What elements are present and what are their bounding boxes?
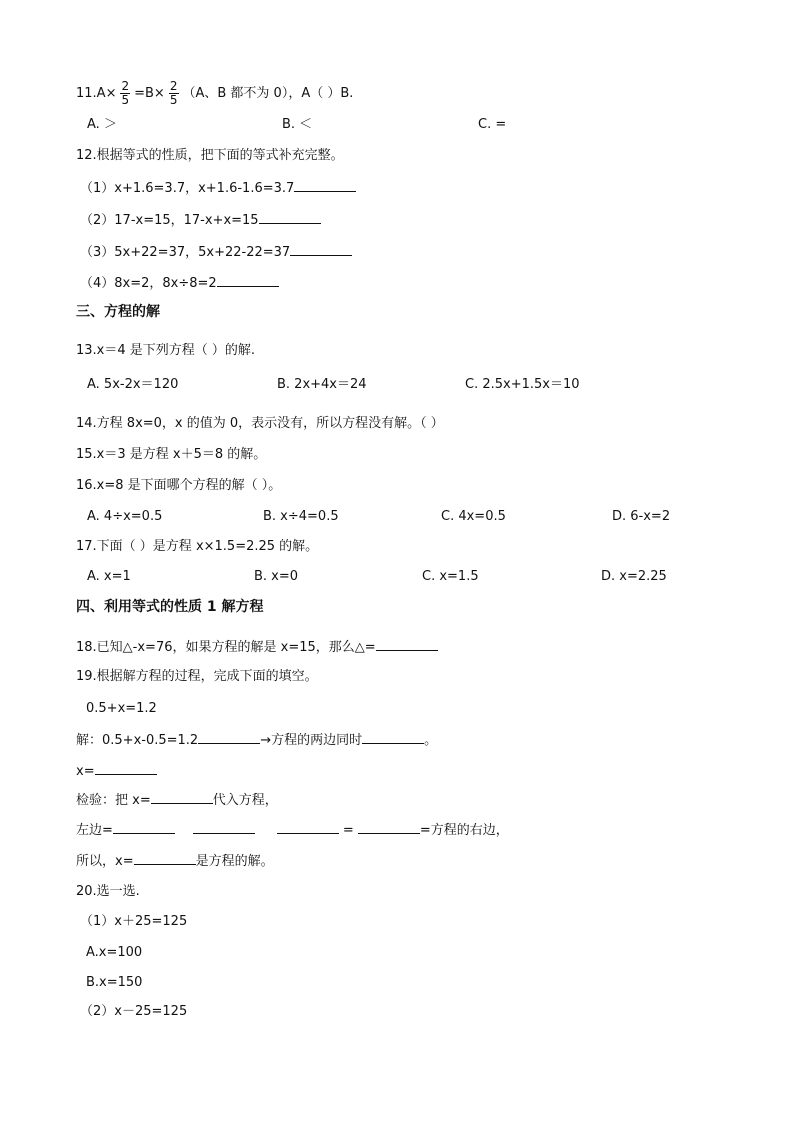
answer-blank[interactable]	[259, 210, 321, 224]
answer-blank[interactable]	[95, 761, 157, 775]
answer-blank[interactable]	[376, 637, 438, 651]
q11-option-b[interactable]: B. ＜	[282, 117, 313, 132]
q19-step-1: 解：0.5+x-0.5=1.2 →方程的两边同时 。	[76, 730, 437, 750]
q16-option-a[interactable]: A. 4÷x=0.5	[87, 509, 163, 524]
question-14-stem: 14.方程 8x=0，x 的值为 0，表示没有，所以方程没有解。（ ）	[76, 416, 444, 431]
q13-option-b[interactable]: B. 2x+4x＝24	[277, 377, 367, 392]
q20-sub-1: （1）x＋25=125	[80, 914, 188, 929]
q19-check: 检验：把 x= 代入方程，	[76, 790, 278, 810]
q20-option-b[interactable]: B.x=150	[86, 975, 143, 990]
question-15-stem: 15.x＝3 是方程 x＋5＝8 的解。	[76, 447, 267, 462]
q19-equation: 0.5+x=1.2	[86, 701, 157, 716]
question-16-stem: 16.x=8 是下面哪个方程的解（ ）。	[76, 478, 282, 493]
answer-blank[interactable]	[217, 273, 279, 287]
answer-blank[interactable]	[113, 820, 175, 834]
q17-option-d[interactable]: D. x=2.25	[601, 569, 667, 584]
q11-option-a[interactable]: A. ＞	[87, 117, 117, 132]
fraction-two-fifths-1: $\frac{2}{5}$	[121, 79, 130, 107]
q12-item-3: （3）5x+22=37，5x+22-22=37	[80, 242, 352, 262]
question-13-stem: 13.x＝4 是下列方程（ ）的解.	[76, 343, 256, 358]
question-17-stem: 17.下面（ ）是方程 x×1.5=2.25 的解。	[76, 539, 319, 554]
q11-eq-b-times: =B×	[134, 86, 165, 101]
q19-conclusion: 所以，x= 是方程的解。	[76, 851, 274, 871]
q20-sub-2: （2）x－25=125	[80, 1004, 188, 1019]
answer-blank[interactable]	[294, 178, 356, 192]
answer-blank[interactable]	[134, 851, 196, 865]
q11-a-times: 11.A×	[76, 86, 117, 101]
q19-left-side: 左边= = =方程的右边，	[76, 820, 509, 840]
q19-x-result: x=	[76, 761, 157, 781]
q16-option-d[interactable]: D. 6-x=2	[612, 509, 671, 524]
question-11	[76, 80, 353, 107]
question-19-stem: 19.根据解方程的过程，完成下面的填空。	[76, 669, 318, 684]
answer-blank[interactable]	[193, 820, 255, 834]
section-3-heading: 三、方程的解	[76, 304, 160, 320]
answer-blank[interactable]	[290, 242, 352, 256]
q13-option-a[interactable]: A. 5x-2x＝120	[87, 377, 179, 392]
q11-option-c[interactable]: C. =	[478, 117, 507, 132]
q12-item-2: （2）17-x=15，17-x+x=15	[80, 210, 321, 230]
fraction-two-fifths-2: $\frac{2}{5}$	[169, 79, 178, 107]
q16-option-b[interactable]: B. x÷4=0.5	[263, 509, 339, 524]
q16-option-c[interactable]: C. 4x=0.5	[441, 509, 506, 524]
q13-option-c[interactable]: C. 2.5x+1.5x＝10	[465, 377, 580, 392]
answer-blank[interactable]	[151, 790, 213, 804]
q17-option-b[interactable]: B. x=0	[254, 569, 299, 584]
q12-item-4: （4）8x=2，8x÷8=2	[80, 273, 279, 293]
question-12-stem: 12.根据等式的性质，把下面的等式补充完整。	[76, 148, 344, 163]
answer-blank[interactable]	[362, 730, 424, 744]
q12-item-1: （1）x+1.6=3.7，x+1.6-1.6=3.7	[80, 178, 356, 198]
answer-blank[interactable]	[358, 820, 420, 834]
q20-option-a[interactable]: A.x=100	[86, 945, 143, 960]
answer-blank[interactable]	[277, 820, 339, 834]
answer-blank[interactable]	[198, 730, 260, 744]
question-20-stem: 20.选一选.	[76, 884, 140, 899]
q11-tail: （A、B 都不为 0），A（ ）B.	[182, 86, 354, 101]
q17-option-c[interactable]: C. x=1.5	[422, 569, 479, 584]
question-18: 18.已知△-x=76，如果方程的解是 x=15，那么△=	[76, 637, 438, 657]
section-4-heading: 四、利用等式的性质 1 解方程	[76, 599, 264, 615]
q17-option-a[interactable]: A. x=1	[87, 569, 131, 584]
